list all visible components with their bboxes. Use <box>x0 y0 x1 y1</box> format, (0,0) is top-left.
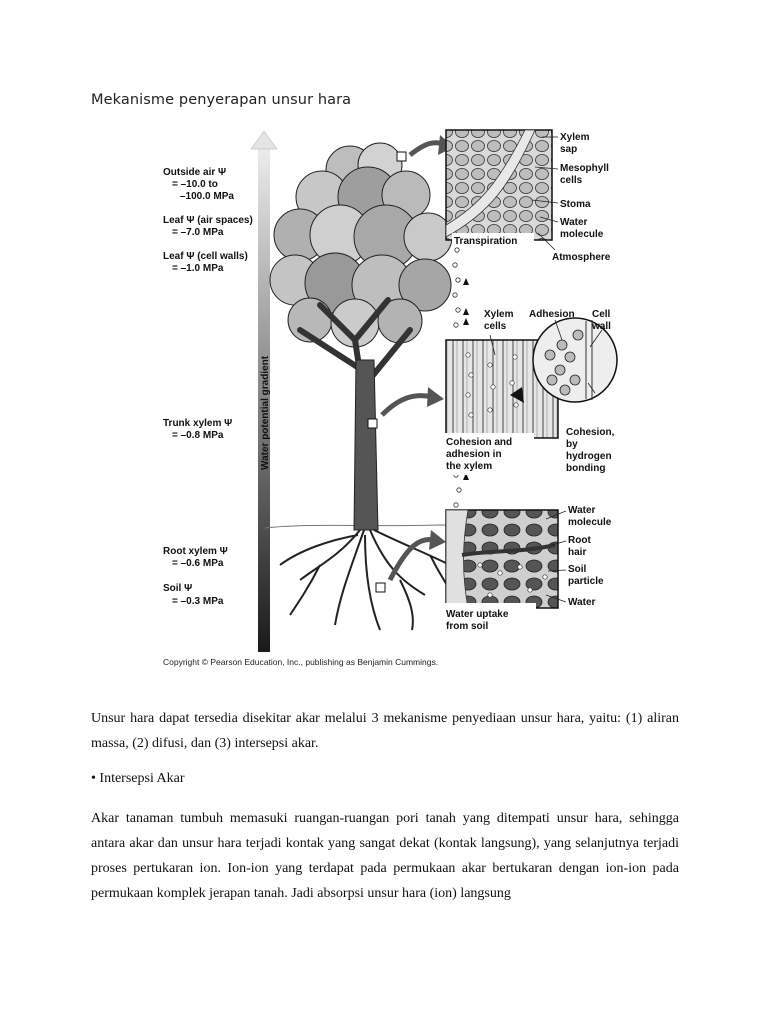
cell-wall-label-2: wall <box>592 321 611 332</box>
outside-air-value-2: –100.0 MPa <box>180 191 234 202</box>
leaf-air-value: = –7.0 MPa <box>172 227 224 238</box>
uptake-caption-2: from soil <box>446 621 489 632</box>
soil-particle-label-1: Soil <box>568 564 587 575</box>
potential-labels <box>163 167 253 607</box>
adhesion-label: Adhesion <box>529 309 575 320</box>
transpiration-caption: Transpiration <box>454 236 518 247</box>
water-molecule-label-2: molecule <box>560 229 604 240</box>
cohesion-caption-3: the xylem <box>446 461 493 472</box>
uptake-caption-1: Water uptake <box>446 609 509 620</box>
soil-value: = –0.3 MPa <box>172 596 224 607</box>
figure-svg <box>150 125 630 685</box>
atmosphere-label: Atmosphere <box>552 252 611 263</box>
soil-label: Soil Ψ <box>163 583 193 594</box>
stoma-label: Stoma <box>560 199 591 210</box>
transpiration-panel <box>446 130 611 263</box>
mesophyll-label-1: Mesophyll <box>560 163 609 174</box>
cohesion-caption-2: adhesion in <box>446 449 502 460</box>
cohesion-caption-1: Cohesion and <box>446 437 513 448</box>
water-uptake-panel <box>444 505 612 635</box>
root-value: = –0.6 MPa <box>172 558 224 569</box>
cohesion-label-1: Cohesion, <box>566 427 615 438</box>
water-potential-gradient-arrow <box>251 131 277 652</box>
trunk-value: = –0.8 MPa <box>172 430 224 441</box>
cohesion-label-2: by <box>566 439 578 450</box>
root-hair-label-2: hair <box>568 547 587 558</box>
root-hair-label-1: Root <box>568 535 591 546</box>
water-transport-figure <box>150 125 630 685</box>
cohesion-label-3: hydrogen <box>566 451 612 462</box>
outside-air-value-1: = –10.0 to <box>172 179 218 190</box>
section-heading: Mekanisme penyerapan unsur hara <box>91 92 352 108</box>
soil-water-molecule-label-1: Water <box>568 505 596 516</box>
xylem-cells-label-2: cells <box>484 321 507 332</box>
leaf-wall-label: Leaf Ψ (cell walls) <box>163 251 248 262</box>
cell-wall-label-1: Cell <box>592 309 611 320</box>
outside-air-label: Outside air Ψ <box>163 167 227 178</box>
leaf-air-label: Leaf Ψ (air spaces) <box>163 215 253 226</box>
cohesion-panel <box>444 309 617 475</box>
leaf-wall-value: = –1.0 MPa <box>172 263 224 274</box>
mesophyll-label-2: cells <box>560 175 583 186</box>
xylem-sap-label-1: Xylem <box>560 132 590 143</box>
xylem-cells-label-1: Xylem <box>484 309 514 320</box>
root-label: Root xylem Ψ <box>163 546 228 557</box>
gradient-label: Water potential gradient <box>260 355 271 470</box>
cohesion-label-4: bonding <box>566 463 606 474</box>
water-label: Water <box>568 597 596 608</box>
xylem-sap-label-2: sap <box>560 144 578 155</box>
paragraph-root-interception: Akar tanaman tumbuh memasuki ruangan-ruangan pori tanah yang ditempati unsur hara, sehingga antara akar dan unsur hara terjadi kontak yang sangat dekat (kontak langsung), yang selanjutnya terjadi proses pertukaran ion. Ion-ion yang terdapat pada permukaan akar bertukaran dengan ion-ion pada permukaan komplek jerapan tanah. Jadi absorpsi unsur hara (ion) langsung <box>91 811 679 901</box>
bullet-intersepsi-akar: • Intersepsi Akar <box>91 771 185 786</box>
water-molecule-label-1: Water <box>560 217 588 228</box>
trunk-label: Trunk xylem Ψ <box>163 418 233 429</box>
paragraph-mechanisms: Unsur hara dapat tersedia disekitar akar melalui 3 mekanisme penyediaan unsur hara, yaitu: (1) aliran massa, (2) difusi, dan (3) intersepsi akar. <box>91 711 679 751</box>
figure-copyright: Copyright © Pearson Education, Inc., publishing as Benjamin Cummings. <box>163 657 439 667</box>
soil-water-molecule-label-2: molecule <box>568 517 612 528</box>
soil-particle-label-2: particle <box>568 576 604 587</box>
